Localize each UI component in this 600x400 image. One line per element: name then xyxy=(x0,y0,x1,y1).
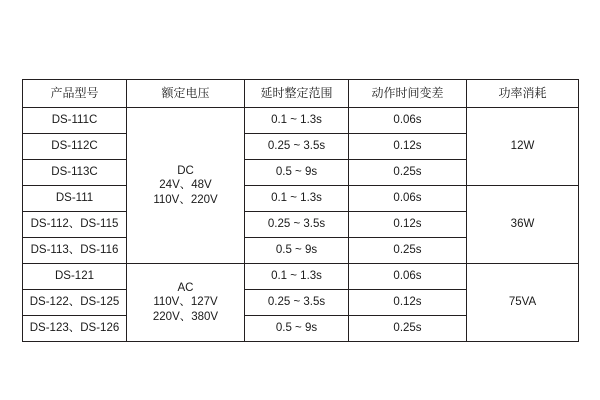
voltage-line: 220V、380V xyxy=(152,310,219,323)
table-row xyxy=(23,108,579,134)
table-header-row xyxy=(23,80,579,108)
table-row xyxy=(23,186,579,212)
cell-model: DS-121 xyxy=(23,264,127,290)
voltage-line: 110V、127V xyxy=(153,296,218,309)
cell-model: DS-111 xyxy=(23,186,127,212)
cell-delay-range: 0.25 ~ 3.5s xyxy=(245,134,349,160)
cell-delay-range: 0.1 ~ 1.3s xyxy=(245,108,349,134)
cell-time-deviation: 0.12s xyxy=(349,290,467,316)
column-header-model: 产品型号 xyxy=(23,80,127,108)
cell-time-deviation: 0.12s xyxy=(349,212,467,238)
cell-delay-range: 0.1 ~ 1.3s xyxy=(245,186,349,212)
cell-model: DS-123、DS-126 xyxy=(23,316,127,342)
cell-delay-range: 0.5 ~ 9s xyxy=(245,316,349,342)
cell-model: DS-112、DS-115 xyxy=(23,212,127,238)
cell-delay-range: 0.1 ~ 1.3s xyxy=(245,264,349,290)
cell-power: 12W xyxy=(467,108,579,186)
cell-voltage-dc xyxy=(127,108,245,264)
column-header-voltage: 额定电压 xyxy=(127,80,245,108)
cell-time-deviation: 0.06s xyxy=(349,108,467,134)
cell-model: DS-122、DS-125 xyxy=(23,290,127,316)
cell-power: 36W xyxy=(467,186,579,264)
cell-time-deviation: 0.25s xyxy=(349,316,467,342)
cell-delay-range: 0.5 ~ 9s xyxy=(245,160,349,186)
column-header-delay-range: 延时整定范围 xyxy=(245,80,349,108)
cell-model: DS-113、DS-116 xyxy=(23,238,127,264)
cell-model: DS-112C xyxy=(23,134,127,160)
cell-voltage-ac xyxy=(127,264,245,342)
cell-time-deviation: 0.06s xyxy=(349,264,467,290)
specification-table xyxy=(22,79,579,342)
voltage-line: 110V、220V xyxy=(153,193,218,206)
voltage-line: AC xyxy=(177,281,194,294)
cell-time-deviation: 0.25s xyxy=(349,238,467,264)
cell-delay-range: 0.25 ~ 3.5s xyxy=(245,212,349,238)
cell-model: DS-113C xyxy=(23,160,127,186)
cell-time-deviation: 0.12s xyxy=(349,134,467,160)
cell-time-deviation: 0.06s xyxy=(349,186,467,212)
cell-delay-range: 0.5 ~ 9s xyxy=(245,238,349,264)
column-header-power: 功率消耗 xyxy=(467,80,579,108)
cell-power: 75VA xyxy=(467,264,579,342)
voltage-line: DC xyxy=(177,164,194,177)
cell-model: DS-111C xyxy=(23,108,127,134)
column-header-time-deviation: 动作时间变差 xyxy=(349,80,467,108)
cell-time-deviation: 0.25s xyxy=(349,160,467,186)
voltage-line: 24V、48V xyxy=(159,179,212,192)
cell-delay-range: 0.25 ~ 3.5s xyxy=(245,290,349,316)
table-row xyxy=(23,264,579,290)
